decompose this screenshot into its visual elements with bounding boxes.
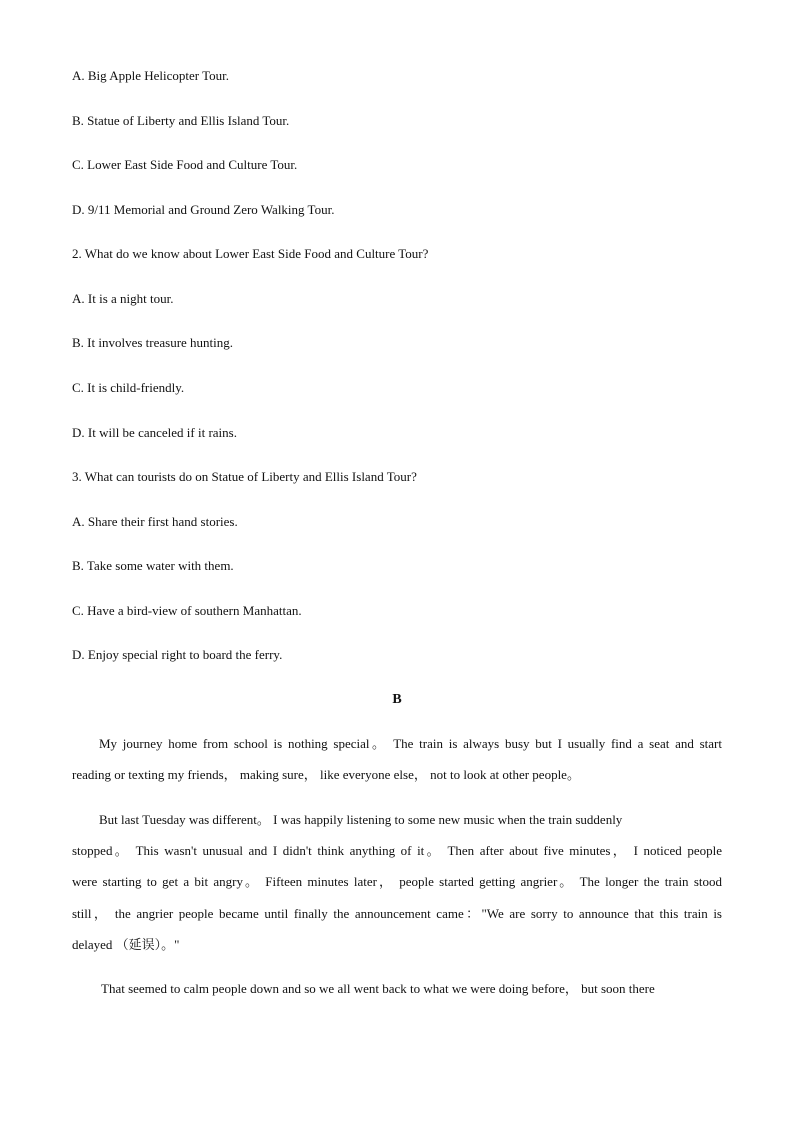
q1-option-a: A. Big Apple Helicopter Tour. xyxy=(72,68,229,83)
paragraph-2-line-4: still， the angrier people became until finally the announcement came："We are sorry to announce that this train is xyxy=(72,906,722,921)
section-heading-b: B xyxy=(392,692,402,707)
q3-question: 3. What can tourists do on Statue of Liberty and Ellis Island Tour? xyxy=(72,469,417,484)
q2-option-c: C. It is child-friendly. xyxy=(72,380,185,395)
q1-option-d: D. 9/11 Memorial and Ground Zero Walking Tour. xyxy=(72,202,335,217)
q3-option-a: A. Share their first hand stories. xyxy=(72,514,238,529)
q2-option-d: D. It will be canceled if it rains. xyxy=(72,425,237,440)
paragraph-2-line-1: But last Tuesday was different。 I was happily listening to some new music when the train suddenly xyxy=(99,812,623,827)
q3-option-b: B. Take some water with them. xyxy=(72,558,234,573)
paragraph-2-line-3: were starting to get a bit angry。 Fifteen minutes later， people started getting angrier。 The longer the train stood xyxy=(72,874,722,889)
q2-option-b: B. It involves treasure hunting. xyxy=(72,335,234,350)
paragraph-1-line-2: reading or texting my friends， making sure， like everyone else， not to look at other people。 xyxy=(72,767,580,782)
q1-option-b: B. Statue of Liberty and Ellis Island Tour. xyxy=(72,113,290,128)
q3-option-d: D. Enjoy special right to board the ferry. xyxy=(72,647,283,662)
paragraph-1-line-1: My journey home from school is nothing special。 The train is always busy but I usually find a seat and start xyxy=(99,736,722,751)
paragraph-3-line-1: That seemed to calm people down and so we all went back to what we were doing before， but soon there xyxy=(101,981,655,996)
q2-question: 2. What do we know about Lower East Side Food and Culture Tour? xyxy=(72,246,429,261)
q1-option-c: C. Lower East Side Food and Culture Tour. xyxy=(72,157,298,172)
paragraph-2-line-2: stopped。 This wasn't unusual and I didn't think anything of it。 Then after about five minutes， I noticed people xyxy=(72,843,722,858)
q2-option-a: A. It is a night tour. xyxy=(72,291,174,306)
q3-option-c: C. Have a bird-view of southern Manhattan. xyxy=(72,603,302,618)
paragraph-2-line-5: delayed （延误）。" xyxy=(72,937,180,952)
